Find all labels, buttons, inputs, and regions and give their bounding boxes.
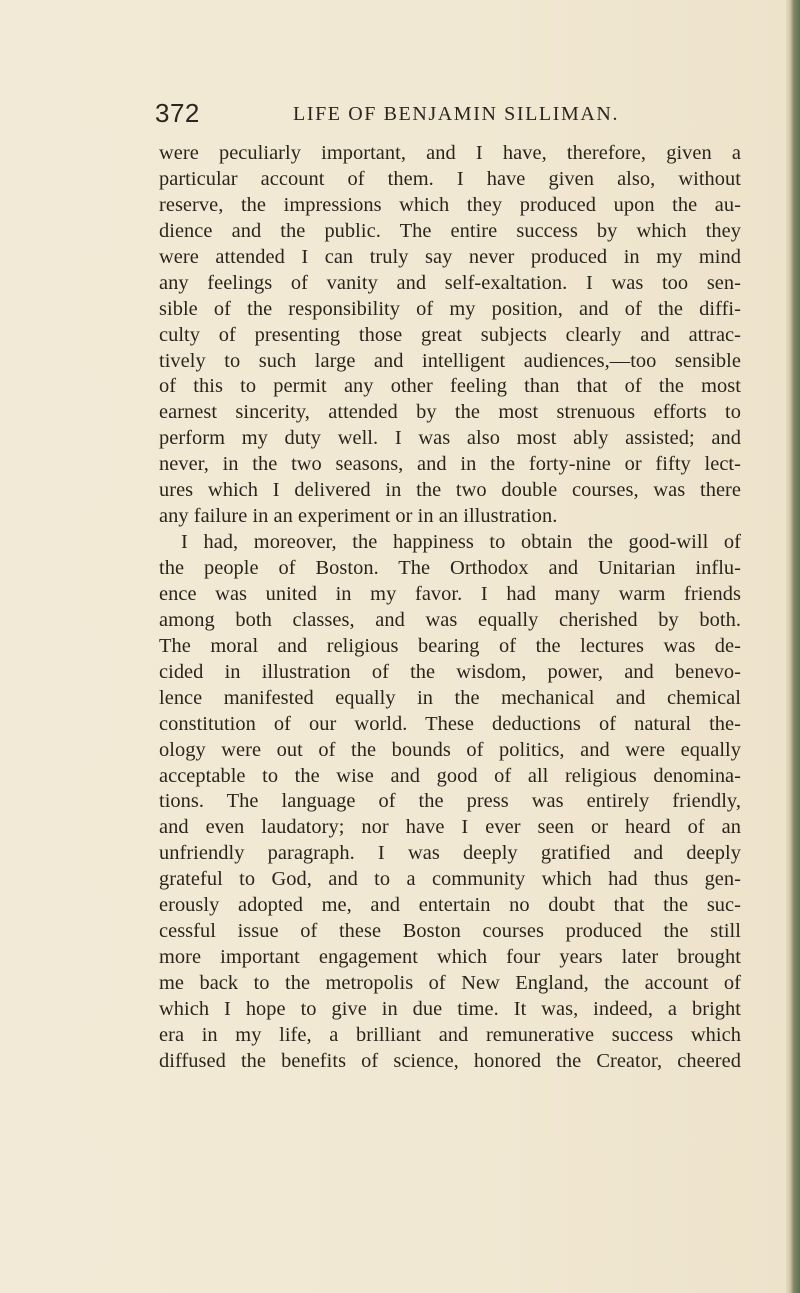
text-line: grateful to God, and to a community which had thus gen- bbox=[159, 868, 741, 891]
text-line: among both classes, and was equally cherished by both. bbox=[159, 608, 741, 631]
text-line: which I hope to give in due time. It was, indeed, a bright bbox=[159, 997, 741, 1020]
text-line: cessful issue of these Boston courses produced the still bbox=[159, 920, 741, 943]
text-line: erously adopted me, and entertain no doubt that the suc- bbox=[159, 894, 741, 917]
text-line: ology were out of the bounds of politics, and were equally bbox=[159, 738, 741, 761]
text-line: constitution of our world. These deductions of natural the- bbox=[159, 712, 741, 735]
text-line: any feelings of vanity and self-exaltation. I was too sen- bbox=[159, 271, 741, 294]
page-number: 372 bbox=[155, 98, 200, 128]
text-line: and even laudatory; nor have I ever seen or heard of an bbox=[159, 816, 741, 839]
text-line: never, in the two seasons, and in the forty-nine or fifty lect- bbox=[159, 453, 741, 476]
text-line: the people of Boston. The Orthodox and Unitarian influ- bbox=[159, 557, 741, 579]
running-head bbox=[155, 98, 755, 138]
text-line: perform my duty well. I was also most ably assisted; and bbox=[159, 427, 741, 450]
text-line: tively to such large and intelligent audiences,—too sensible bbox=[159, 349, 741, 372]
text-line: cided in illustration of the wisdom, power, and benevo- bbox=[159, 660, 741, 683]
text-line: were attended I can truly say never produced in my mind bbox=[159, 245, 741, 268]
text-line: any failure in an experiment or in an illustration. bbox=[159, 505, 558, 528]
text-line: The moral and religious bearing of the lectures was de- bbox=[159, 634, 741, 657]
text-line: sible of the responsibility of my position, and of the diffi- bbox=[159, 297, 741, 320]
text-line: me back to the metropolis of New England, the account of bbox=[159, 972, 741, 994]
running-title: LIFE OF BENJAMIN SILLIMAN. bbox=[293, 103, 620, 125]
text-line: era in my life, a brilliant and remunerative success which bbox=[159, 1023, 741, 1046]
page-edge bbox=[786, 0, 800, 1293]
text-line: ures which I delivered in the two double courses, was there bbox=[159, 479, 741, 502]
text-line: were peculiarly important, and I have, therefore, given a bbox=[159, 142, 741, 164]
text-line: diffused the benefits of science, honored the Creator, cheered bbox=[159, 1049, 741, 1072]
text-line: of this to permit any other feeling than that of the most bbox=[159, 375, 741, 398]
text-line: lence manifested equally in the mechanical and chemical bbox=[159, 686, 741, 709]
text-line: tions. The language of the press was entirely friendly, bbox=[159, 790, 741, 813]
text-line: reserve, the impressions which they produced upon the au- bbox=[159, 193, 741, 216]
text-line: unfriendly paragraph. I was deeply gratified and deeply bbox=[159, 842, 741, 865]
text-line: more important engagement which four years later brought bbox=[159, 946, 741, 969]
text-line: culty of presenting those great subjects clearly and attrac- bbox=[159, 323, 741, 346]
text-line: dience and the public. The entire success by which they bbox=[159, 219, 741, 242]
text-line: particular account of them. I have given also, without bbox=[159, 167, 741, 190]
body-text bbox=[159, 141, 741, 1075]
text-line: acceptable to the wise and good of all religious denomina- bbox=[159, 764, 741, 787]
text-line: ence was united in my favor. I had many warm friends bbox=[159, 582, 741, 605]
text-line: I had, moreover, the happiness to obtain the good-will of bbox=[181, 531, 741, 554]
text-line: earnest sincerity, attended by the most strenuous efforts to bbox=[159, 401, 741, 424]
